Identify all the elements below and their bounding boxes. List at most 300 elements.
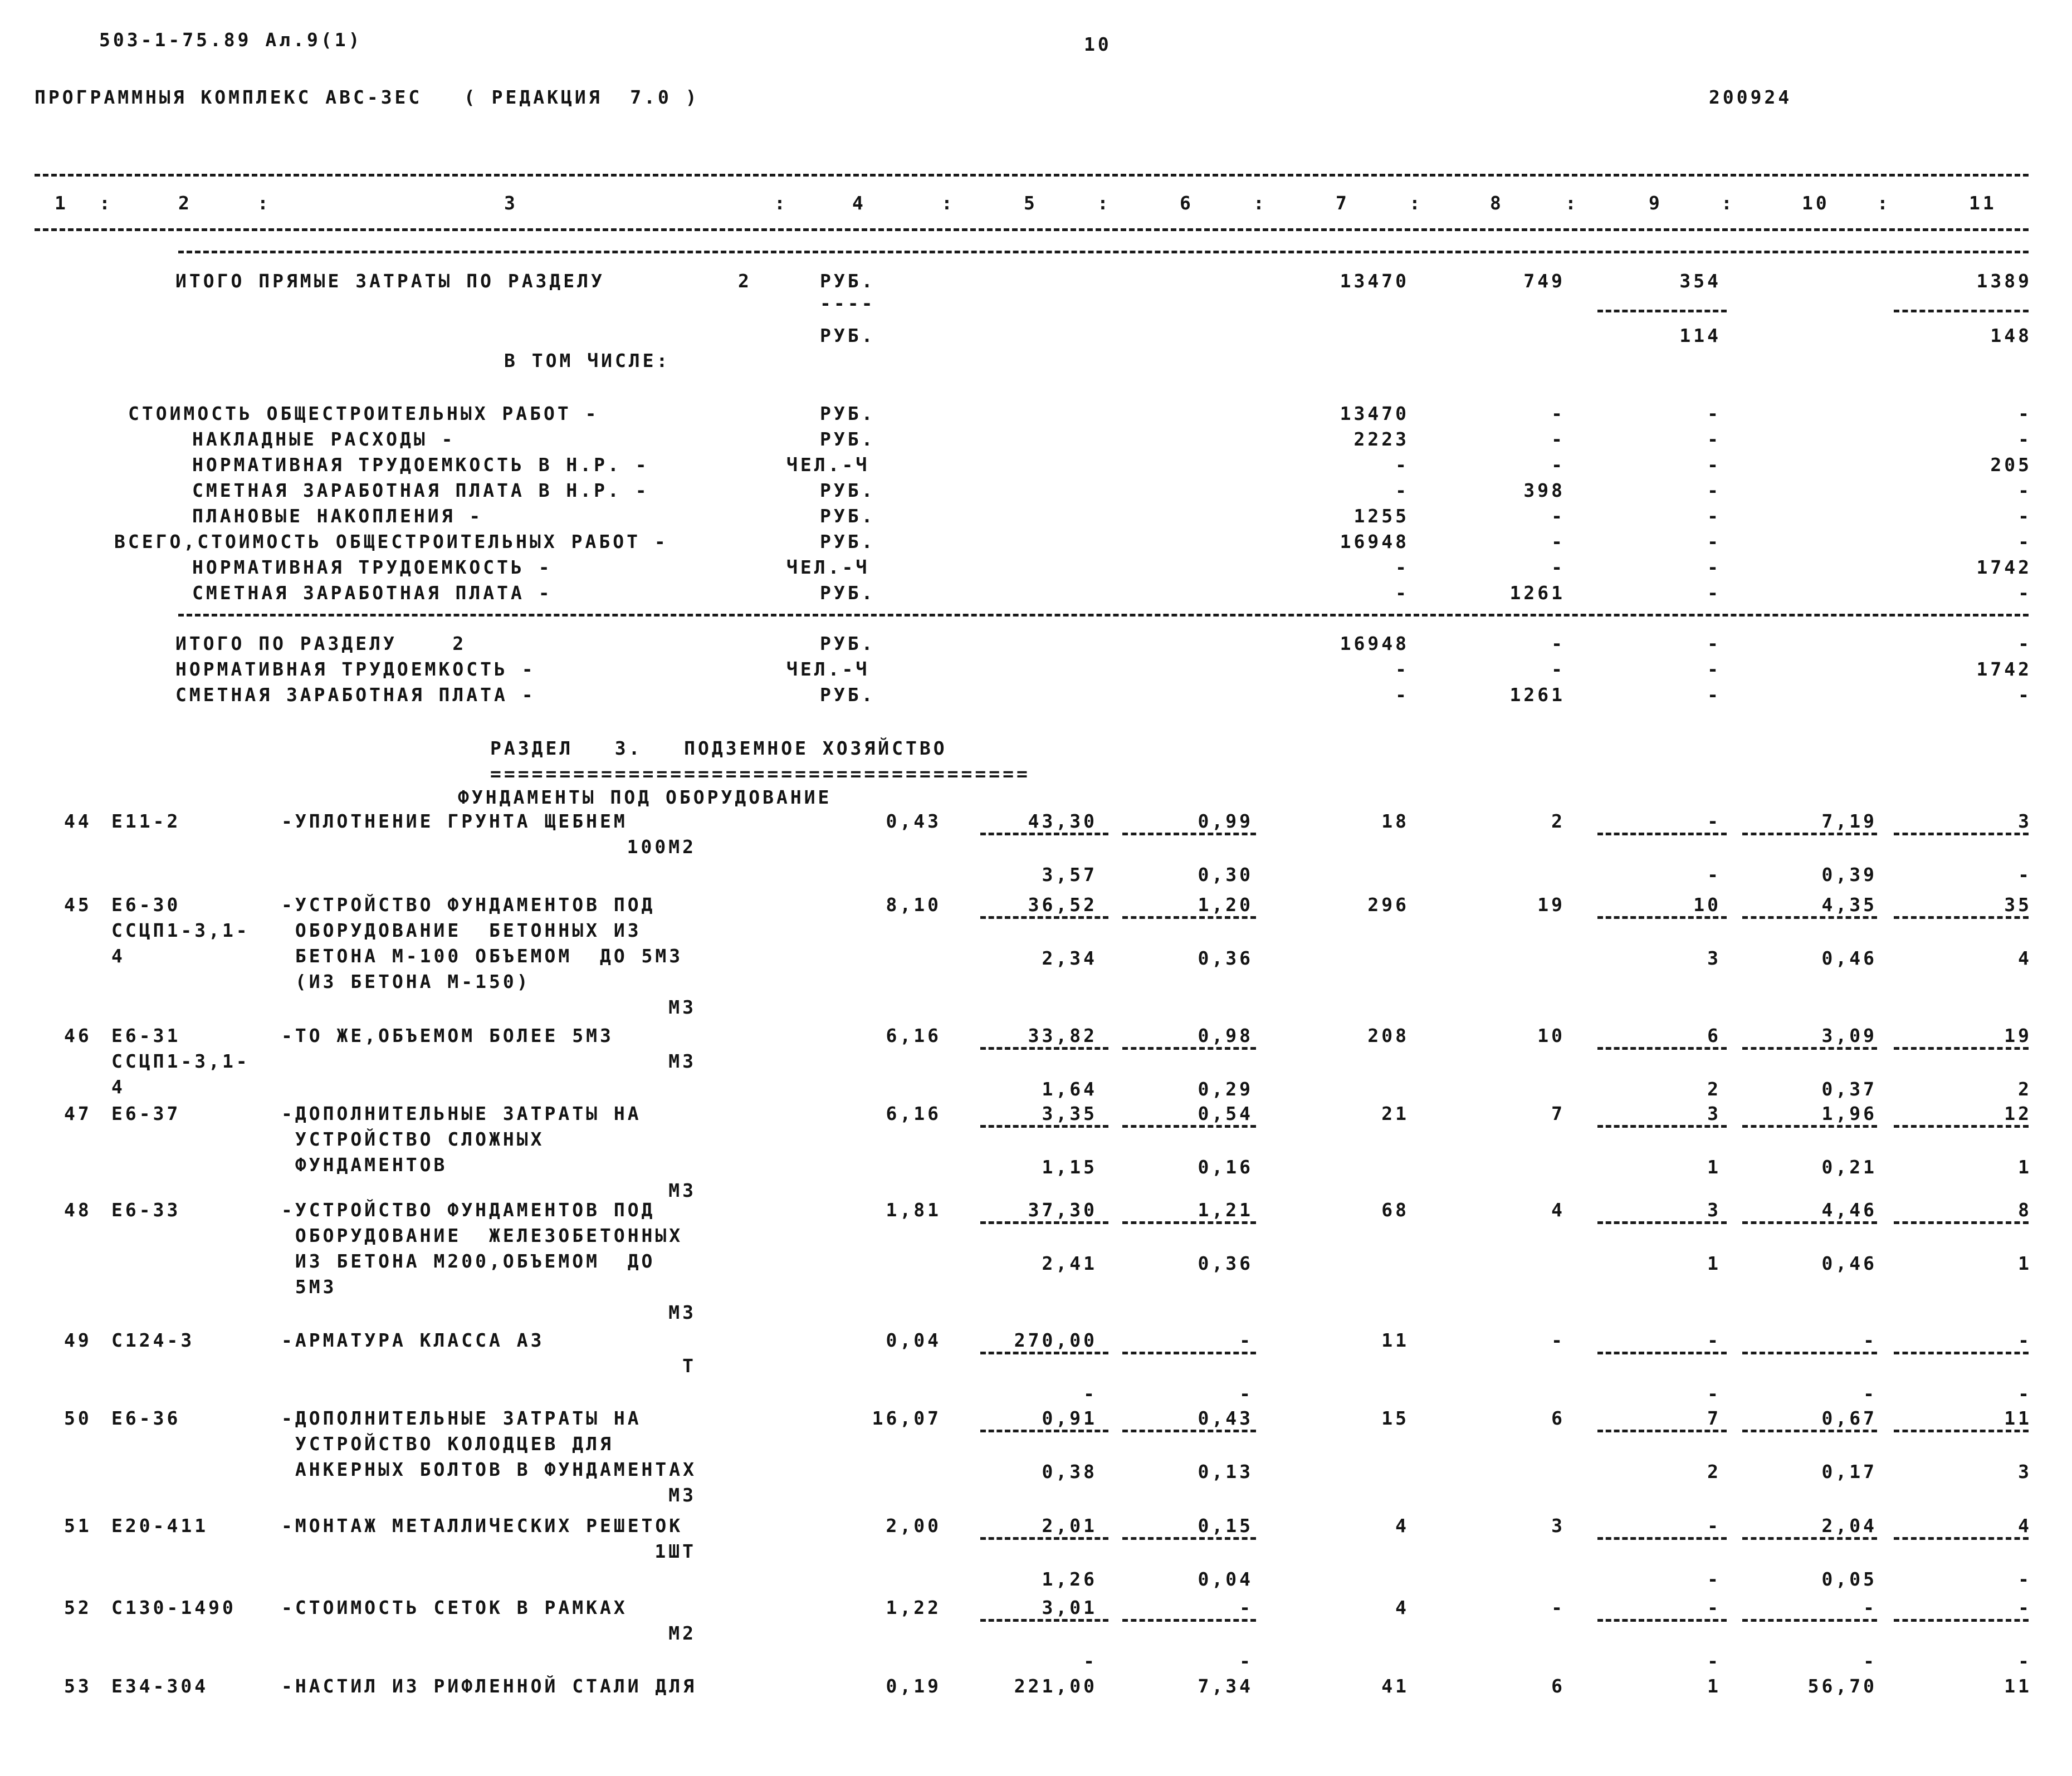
item-rule-c9 — [1597, 1125, 1727, 1128]
breakdown-label: ВСЕГО,СТОИМОСТЬ ОБЩЕСТРОИТЕЛЬНЫХ РАБОТ - — [114, 531, 668, 552]
item-col8: 19 — [1537, 894, 1565, 916]
item-rule-c6 — [1122, 1125, 1256, 1128]
section-total-col11: - — [2018, 684, 2032, 706]
item-col7-total: 21 — [1381, 1103, 1409, 1124]
item-col4-quantity: 1,22 — [886, 1597, 941, 1618]
item-rule-c11 — [1894, 1047, 2029, 1050]
breakdown-col11: - — [2018, 582, 2032, 604]
breakdown-rule — [178, 614, 2029, 617]
item-code: Е34-304 — [111, 1675, 209, 1697]
breakdown-label: СМЕТНАЯ ЗАРАБОТНАЯ ПЛАТА - — [192, 582, 553, 604]
item-col6-wage-unit: - — [1239, 1329, 1253, 1351]
item-rule-c6 — [1122, 1430, 1256, 1432]
item-col10: 1,96 — [1821, 1103, 1877, 1124]
breakdown-col7: 2223 — [1353, 428, 1409, 450]
item-col10-second: 0,46 — [1821, 1253, 1877, 1274]
section3-subtitle: ФУНДАМЕНТЫ ПОД ОБОРУДОВАНИЕ — [458, 786, 832, 808]
item-description: -ДОПОЛНИТЕЛЬНЫЕ ЗАТРАТЫ НА — [281, 1103, 642, 1124]
breakdown-unit: РУБ. — [820, 480, 876, 501]
item-number: 50 — [64, 1407, 92, 1429]
section-total-col11: 1742 — [1976, 658, 2032, 680]
item-col10-second: 0,21 — [1821, 1156, 1877, 1178]
item-col8: 6 — [1551, 1407, 1565, 1429]
item-col10: 3,09 — [1821, 1025, 1877, 1046]
section-total-col11: - — [2018, 633, 2032, 654]
breakdown-col9: - — [1707, 454, 1721, 476]
breakdown-col9: - — [1707, 531, 1721, 552]
item-rule-c10 — [1742, 1047, 1877, 1050]
item-number: 48 — [64, 1199, 92, 1221]
item-col8: - — [1551, 1597, 1565, 1618]
item-number: 45 — [64, 894, 92, 916]
item-col11: 12 — [2004, 1103, 2032, 1124]
item-col10-second: 0,39 — [1821, 864, 1877, 885]
item-number: 44 — [64, 810, 92, 832]
breakdown-col8: - — [1551, 403, 1565, 424]
item-col6-second: 0,30 — [1198, 864, 1253, 885]
breakdown-col9: - — [1707, 480, 1721, 501]
item-rule-c5 — [980, 833, 1108, 835]
item-col11-second: 1 — [2018, 1253, 2032, 1274]
breakdown-col8: - — [1551, 556, 1565, 578]
item-col7-total: 41 — [1381, 1675, 1409, 1697]
item-col11-second: 4 — [2018, 947, 2032, 969]
item-unit: М3 — [668, 1050, 696, 1072]
item-rule-c10 — [1742, 1125, 1877, 1128]
breakdown-col7: 13470 — [1340, 403, 1409, 424]
item-description: АНКЕРНЫХ БОЛТОВ В ФУНДАМЕНТАХ — [281, 1459, 697, 1480]
item-col7-total: 296 — [1367, 894, 1409, 916]
item-description: БЕТОНА М-100 ОБЪЕМОМ ДО 5М3 — [281, 945, 683, 967]
item-col7-total: 68 — [1381, 1199, 1409, 1221]
item-code: 4 — [111, 945, 125, 967]
item-code: Е20-411 — [111, 1515, 209, 1537]
item-number: 46 — [64, 1025, 92, 1046]
breakdown-col8: - — [1551, 531, 1565, 552]
item-col7-total: 4 — [1395, 1515, 1409, 1537]
item-number: 49 — [64, 1329, 92, 1351]
item-col9: 10 — [1693, 894, 1721, 916]
item-description: УСТРОЙСТВО СЛОЖНЫХ — [281, 1128, 545, 1150]
item-col4-quantity: 0,43 — [886, 810, 941, 832]
item-rule-c6 — [1122, 1047, 1256, 1050]
item-col11: 11 — [2004, 1675, 2032, 1697]
item-description: -УСТРОЙСТВО ФУНДАМЕНТОВ ПОД — [281, 894, 656, 916]
item-col11-second: 1 — [2018, 1156, 2032, 1178]
item-col11-second: - — [2018, 1383, 2032, 1405]
item-col8: 6 — [1551, 1675, 1565, 1697]
item-description: -СТОИМОСТЬ СЕТОК В РАМКАХ — [281, 1597, 628, 1618]
item-rule-c5 — [980, 1221, 1108, 1224]
item-number: 53 — [64, 1675, 92, 1697]
item-col11: - — [2018, 1597, 2032, 1618]
item-code: Е11-2 — [111, 810, 181, 832]
breakdown-label: СМЕТНАЯ ЗАРАБОТНАЯ ПЛАТА В Н.Р. - — [192, 480, 649, 501]
item-number: 52 — [64, 1597, 92, 1618]
column-number-10: 10 — [1802, 192, 1830, 214]
including-label: В ТОМ ЧИСЛЕ: — [504, 350, 671, 371]
breakdown-unit: РУБ. — [820, 582, 876, 604]
breakdown-col9: - — [1707, 556, 1721, 578]
total-col9-rule — [1597, 310, 1727, 312]
item-col9-second: - — [1707, 1650, 1721, 1672]
item-unit: 100М2 — [627, 836, 696, 858]
item-col6-second: 0,13 — [1198, 1461, 1253, 1483]
item-col11: 11 — [2004, 1407, 2032, 1429]
item-rule-c11 — [1894, 1537, 2029, 1540]
column-number-4: 4 — [852, 192, 866, 214]
item-description: ИЗ БЕТОНА М200,ОБЪЕМОМ ДО — [281, 1250, 656, 1272]
item-col11: - — [2018, 1329, 2032, 1351]
section-total-col8: - — [1551, 658, 1565, 680]
item-col6-wage-unit: 0,43 — [1198, 1407, 1253, 1429]
breakdown-unit: РУБ. — [820, 403, 876, 424]
column-separator: : — [1721, 192, 1735, 214]
item-rule-c10 — [1742, 916, 1877, 919]
item-col9: - — [1707, 1329, 1721, 1351]
column-separator: : — [1565, 192, 1579, 214]
total-col11: 1389 — [1976, 270, 2032, 292]
item-col10-second: 0,17 — [1821, 1461, 1877, 1483]
item-col11: 35 — [2004, 894, 2032, 916]
item-col11: 8 — [2018, 1199, 2032, 1221]
item-col9: - — [1707, 1597, 1721, 1618]
breakdown-col8: - — [1551, 454, 1565, 476]
item-rule-c5 — [980, 916, 1108, 919]
item-col4-quantity: 0,19 — [886, 1675, 941, 1697]
column-separator: : — [1253, 192, 1267, 214]
item-col7-total: 4 — [1395, 1597, 1409, 1618]
item-rule-c11 — [1894, 1352, 2029, 1354]
item-col4-quantity: 6,16 — [886, 1103, 941, 1124]
item-col9-second: 3 — [1707, 947, 1721, 969]
breakdown-label: СТОИМОСТЬ ОБЩЕСТРОИТЕЛЬНЫХ РАБОТ - — [128, 403, 599, 424]
item-col8: 10 — [1537, 1025, 1565, 1046]
item-col11-second: - — [2018, 1568, 2032, 1590]
item-col9-second: 2 — [1707, 1078, 1721, 1100]
column-number-7: 7 — [1336, 192, 1350, 214]
total-col9-second: 114 — [1679, 325, 1721, 346]
item-col9: 3 — [1707, 1199, 1721, 1221]
breakdown-col7: - — [1395, 582, 1409, 604]
section-total-col8: - — [1551, 633, 1565, 654]
item-col5-second: 1,64 — [1042, 1078, 1097, 1100]
item-description: (ИЗ БЕТОНА М-150) — [281, 971, 531, 992]
item-description: -МОНТАЖ МЕТАЛЛИЧЕСКИХ РЕШЕТОК — [281, 1515, 683, 1537]
item-rule-c11 — [1894, 1430, 2029, 1432]
section-total-col7: - — [1395, 684, 1409, 706]
item-code: ССЦП1-3,1- — [111, 919, 250, 941]
section-total-unit: ЧЕЛ.-Ч — [786, 658, 870, 680]
item-rule-c6 — [1122, 833, 1256, 835]
item-code: Е6-30 — [111, 894, 181, 916]
item-description: -ТО ЖЕ,ОБЪЕМОМ БОЛЕЕ 5М3 — [281, 1025, 614, 1046]
header-rule-top — [35, 174, 2029, 177]
item-col10-second: - — [1863, 1650, 1877, 1672]
column-number-3: 3 — [504, 192, 518, 214]
item-code: 4 — [111, 1076, 125, 1098]
item-col8: 2 — [1551, 810, 1565, 832]
item-col11-second: 2 — [2018, 1078, 2032, 1100]
breakdown-col7: - — [1395, 454, 1409, 476]
item-col9-second: - — [1707, 864, 1721, 885]
total-col7: 13470 — [1340, 270, 1409, 292]
breakdown-col7: - — [1395, 480, 1409, 501]
item-col4-quantity: 1,81 — [886, 1199, 941, 1221]
item-col11-second: 3 — [2018, 1461, 2032, 1483]
item-col9: - — [1707, 810, 1721, 832]
breakdown-col7: - — [1395, 556, 1409, 578]
program-title: ПРОГРАММНЫЯ КОМПЛЕКС АВС-ЗЕС ( РЕДАКЦИЯ 7.0 ) — [35, 86, 700, 108]
breakdown-col11: 205 — [1990, 454, 2032, 476]
item-col5-unit-cost: 3,01 — [1042, 1597, 1097, 1618]
section-total-label: НОРМАТИВНАЯ ТРУДОЕМКОСТЬ - — [175, 658, 536, 680]
item-col10-second: 0,05 — [1821, 1568, 1877, 1590]
item-col9-second: 2 — [1707, 1461, 1721, 1483]
breakdown-col8: 1261 — [1509, 582, 1565, 604]
item-col6-second: 0,16 — [1198, 1156, 1253, 1178]
item-col10: 56,70 — [1807, 1675, 1877, 1697]
item-rule-c9 — [1597, 916, 1727, 919]
item-rule-c6 — [1122, 1221, 1256, 1224]
item-col10: 4,46 — [1821, 1199, 1877, 1221]
column-number-1: 1 — [55, 192, 69, 214]
item-col5-second: 1,15 — [1042, 1156, 1097, 1178]
item-col5-unit-cost: 43,30 — [1028, 810, 1097, 832]
item-code: Е6-36 — [111, 1407, 181, 1429]
item-rule-c5 — [980, 1125, 1108, 1128]
total-col11-second: 148 — [1990, 325, 2032, 346]
item-rule-c10 — [1742, 1537, 1877, 1540]
breakdown-col11: - — [2018, 480, 2032, 501]
section3-title: РАЗДЕЛ 3. ПОДЗЕМНОЕ ХОЗЯЙСТВО — [490, 737, 947, 759]
item-col6-second: 0,36 — [1198, 1253, 1253, 1274]
item-description: УСТРОЙСТВО КОЛОДЦЕВ ДЛЯ — [281, 1433, 614, 1455]
item-rule-c5 — [980, 1537, 1108, 1540]
item-rule-c11 — [1894, 1221, 2029, 1224]
item-col9: 6 — [1707, 1025, 1721, 1046]
item-col4-quantity: 16,07 — [872, 1407, 941, 1429]
item-code: Е6-37 — [111, 1103, 181, 1124]
breakdown-col11: - — [2018, 531, 2032, 552]
column-number-9: 9 — [1649, 192, 1663, 214]
item-col6-wage-unit: - — [1239, 1597, 1253, 1618]
item-rule-c6 — [1122, 1352, 1256, 1354]
breakdown-unit: ЧЕЛ.-Ч — [786, 454, 870, 476]
item-col5-second: - — [1083, 1383, 1097, 1405]
breakdown-unit: РУБ. — [820, 428, 876, 450]
item-description: -УСТРОЙСТВО ФУНДАМЕНТОВ ПОД — [281, 1199, 656, 1221]
breakdown-col11: 1742 — [1976, 556, 2032, 578]
breakdown-col8: - — [1551, 505, 1565, 527]
item-col5-second: 0,38 — [1042, 1461, 1097, 1483]
item-col10: 7,19 — [1821, 810, 1877, 832]
page-number: 10 — [1084, 33, 1112, 55]
column-separator: : — [1097, 192, 1111, 214]
item-unit: Т — [682, 1355, 696, 1377]
item-col6-wage-unit: 0,54 — [1198, 1103, 1253, 1124]
item-unit: М3 — [668, 1484, 696, 1506]
item-col7-total: 208 — [1367, 1025, 1409, 1046]
item-col8: 3 — [1551, 1515, 1565, 1537]
item-rule-c5 — [980, 1352, 1108, 1354]
item-col5-unit-cost: 36,52 — [1028, 894, 1097, 916]
item-rule-c5 — [980, 1047, 1108, 1050]
item-col11-second: - — [2018, 1650, 2032, 1672]
item-rule-c11 — [1894, 833, 2029, 835]
item-col5-unit-cost: 37,30 — [1028, 1199, 1097, 1221]
item-rule-c9 — [1597, 1430, 1727, 1432]
item-description: -АРМАТУРА КЛАССА А3 — [281, 1329, 545, 1351]
item-code: С124-3 — [111, 1329, 195, 1351]
section-total-col9: - — [1707, 684, 1721, 706]
breakdown-unit: РУБ. — [820, 505, 876, 527]
breakdown-col9: - — [1707, 428, 1721, 450]
item-col10: - — [1863, 1329, 1877, 1351]
item-col4-quantity: 2,00 — [886, 1515, 941, 1537]
item-rule-c9 — [1597, 833, 1727, 835]
item-col11: 19 — [2004, 1025, 2032, 1046]
item-unit: 1ШТ — [654, 1540, 696, 1562]
item-col9-second: 1 — [1707, 1253, 1721, 1274]
item-description: -ДОПОЛНИТЕЛЬНЫЕ ЗАТРАТЫ НА — [281, 1407, 642, 1429]
item-col10: 4,35 — [1821, 894, 1877, 916]
item-col5-unit-cost: 2,01 — [1042, 1515, 1097, 1537]
document-code: 503-1-75.89 Ал.9(1) — [99, 29, 363, 51]
item-col10: - — [1863, 1597, 1877, 1618]
column-separator: : — [257, 192, 271, 214]
item-col5-second: 2,41 — [1042, 1253, 1097, 1274]
item-col8: 7 — [1551, 1103, 1565, 1124]
breakdown-unit: ЧЕЛ.-Ч — [786, 556, 870, 578]
breakdown-label: НАКЛАДНЫЕ РАСХОДЫ - — [192, 428, 456, 450]
section-total-unit: РУБ. — [820, 684, 876, 706]
item-col6-wage-unit: 1,21 — [1198, 1199, 1253, 1221]
item-col9-second: - — [1707, 1383, 1721, 1405]
section3-underline: ======================================= — [490, 763, 1030, 785]
item-col9-second: - — [1707, 1568, 1721, 1590]
item-col6-wage-unit: 0,99 — [1198, 810, 1253, 832]
item-col9: 3 — [1707, 1103, 1721, 1124]
breakdown-col7: 16948 — [1340, 531, 1409, 552]
column-number-6: 6 — [1180, 192, 1194, 214]
item-col6-wage-unit: 0,98 — [1198, 1025, 1253, 1046]
item-description: -НАСТИЛ ИЗ РИФЛЕННОЙ СТАЛИ ДЛЯ — [281, 1675, 697, 1697]
item-col5-unit-cost: 0,91 — [1042, 1407, 1097, 1429]
item-rule-c9 — [1597, 1221, 1727, 1224]
item-col4-quantity: 0,04 — [886, 1329, 941, 1351]
item-col10-second: 0,37 — [1821, 1078, 1877, 1100]
item-code: Е6-31 — [111, 1025, 181, 1046]
item-col11: 4 — [2018, 1515, 2032, 1537]
column-separator: : — [941, 192, 955, 214]
item-col9-second: 1 — [1707, 1156, 1721, 1178]
item-col4-quantity: 8,10 — [886, 894, 941, 916]
item-col6-second: 0,04 — [1198, 1568, 1253, 1590]
item-col6-second: - — [1239, 1383, 1253, 1405]
item-col5-second: - — [1083, 1650, 1097, 1672]
item-col5-second: 1,26 — [1042, 1568, 1097, 1590]
item-col9: - — [1707, 1515, 1721, 1537]
item-col5-unit-cost: 221,00 — [1014, 1675, 1097, 1697]
item-rule-c9 — [1597, 1352, 1727, 1354]
breakdown-label: ПЛАНОВЫЕ НАКОПЛЕНИЯ - — [192, 505, 483, 527]
item-rule-c10 — [1742, 1352, 1877, 1354]
item-description: 5М3 — [281, 1276, 337, 1298]
column-separator: : — [99, 192, 113, 214]
column-separator: : — [774, 192, 788, 214]
breakdown-col11: - — [2018, 428, 2032, 450]
section-total-col7: - — [1395, 658, 1409, 680]
item-unit: М3 — [668, 996, 696, 1018]
item-col5-unit-cost: 270,00 — [1014, 1329, 1097, 1351]
total-unit: РУБ. — [820, 270, 876, 292]
item-rule-c9 — [1597, 1537, 1727, 1540]
item-col7-total: 11 — [1381, 1329, 1409, 1351]
item-code: С130-1490 — [111, 1597, 236, 1618]
item-unit: М2 — [668, 1622, 696, 1644]
item-rule-c6 — [1122, 1537, 1256, 1540]
section-total-col9: - — [1707, 658, 1721, 680]
item-col7-total: 15 — [1381, 1407, 1409, 1429]
run-code: 200924 — [1709, 86, 1792, 108]
item-col8: - — [1551, 1329, 1565, 1351]
item-rule-c10 — [1742, 833, 1877, 835]
item-unit: М3 — [668, 1180, 696, 1201]
section-rule — [178, 251, 2029, 253]
breakdown-col11: - — [2018, 403, 2032, 424]
breakdown-col9: - — [1707, 403, 1721, 424]
item-rule-c10 — [1742, 1430, 1877, 1432]
item-col6-wage-unit: 0,15 — [1198, 1515, 1253, 1537]
breakdown-label: НОРМАТИВНАЯ ТРУДОЕМКОСТЬ - — [192, 556, 553, 578]
item-col5-second: 3,57 — [1042, 864, 1097, 885]
item-rule-c10 — [1742, 1619, 1877, 1622]
item-col5-unit-cost: 3,35 — [1042, 1103, 1097, 1124]
total-unit-2: РУБ. — [820, 325, 876, 346]
item-code: Е6-33 — [111, 1199, 181, 1221]
item-col10-second: 0,46 — [1821, 947, 1877, 969]
breakdown-label: НОРМАТИВНАЯ ТРУДОЕМКОСТЬ В Н.Р. - — [192, 454, 649, 476]
column-number-11: 11 — [1969, 192, 1997, 214]
total-col11-rule — [1894, 310, 2029, 312]
item-col5-unit-cost: 33,82 — [1028, 1025, 1097, 1046]
breakdown-unit: РУБ. — [820, 531, 876, 552]
breakdown-col9: - — [1707, 582, 1721, 604]
item-col9: 1 — [1707, 1675, 1721, 1697]
section-total-col7: 16948 — [1340, 633, 1409, 654]
breakdown-col8: - — [1551, 428, 1565, 450]
item-col11-second: - — [2018, 864, 2032, 885]
column-number-2: 2 — [178, 192, 192, 214]
breakdown-col9: - — [1707, 505, 1721, 527]
breakdown-col7: 1255 — [1353, 505, 1409, 527]
item-col8: 4 — [1551, 1199, 1565, 1221]
total-direct-label: ИТОГО ПРЯМЫЕ ЗАТРАТЫ ПО РАЗДЕЛУ — [175, 270, 605, 292]
section-total-unit: РУБ. — [820, 633, 876, 654]
item-col5-second: 2,34 — [1042, 947, 1097, 969]
breakdown-col11: - — [2018, 505, 2032, 527]
header-rule-bottom — [35, 228, 2029, 231]
section-total-col9: - — [1707, 633, 1721, 654]
item-description: -УПЛОТНЕНИЕ ГРУНТА ЩЕБНЕМ — [281, 810, 628, 832]
breakdown-col8: 398 — [1523, 480, 1565, 501]
column-number-5: 5 — [1024, 192, 1038, 214]
item-col6-second: 0,36 — [1198, 947, 1253, 969]
item-number: 47 — [64, 1103, 92, 1124]
item-description: ОБОРУДОВАНИЕ БЕТОННЫХ ИЗ — [281, 919, 642, 941]
item-rule-c11 — [1894, 1125, 2029, 1128]
